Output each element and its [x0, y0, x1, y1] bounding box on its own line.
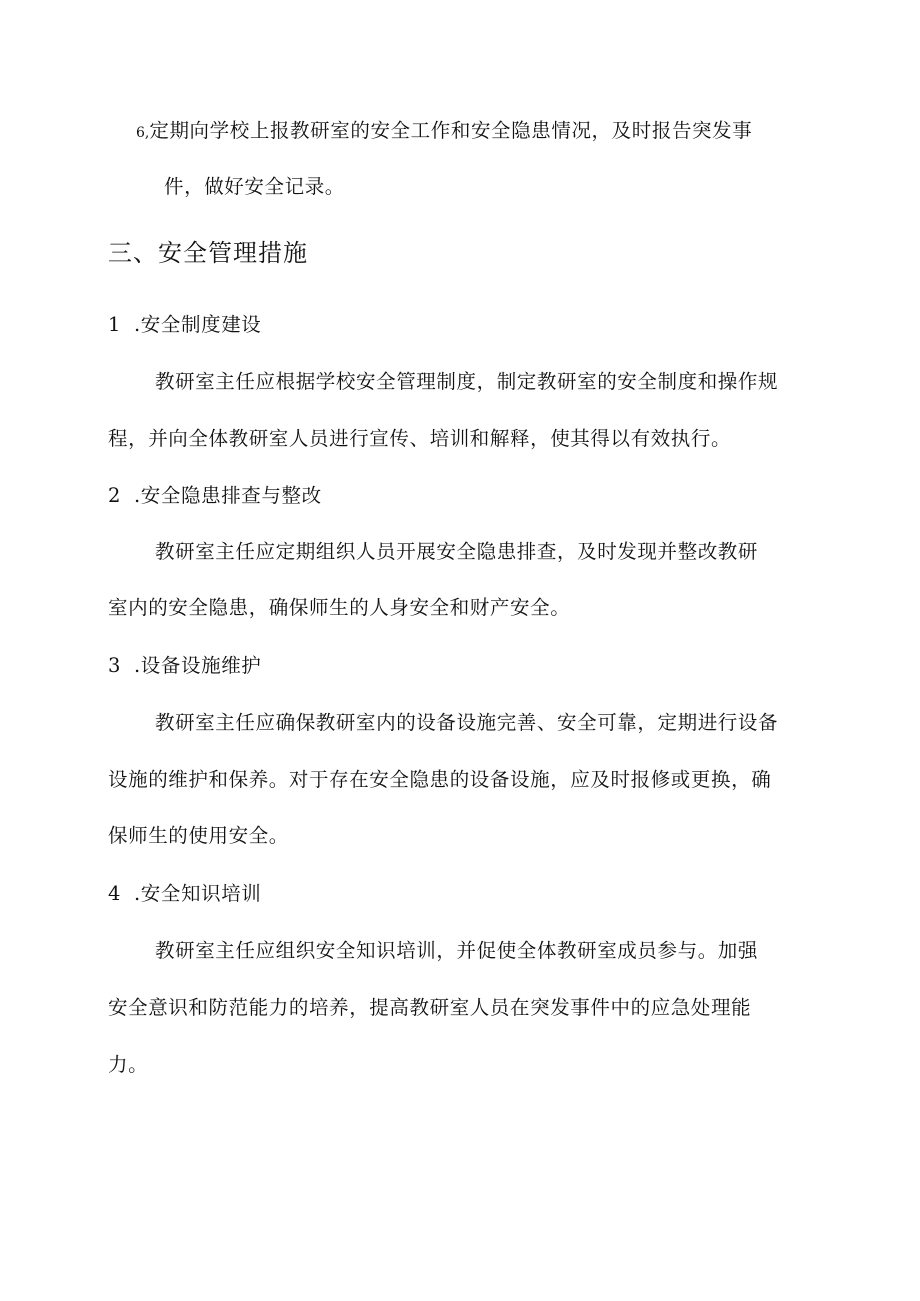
subsection-1-paragraph-line: 教研室主任应根据学校安全管理制度，制定教研室的安全制度和操作规 [155, 370, 779, 393]
subsection-1-heading [108, 311, 261, 339]
subsection-1-title: .安全制度建设 [134, 313, 262, 336]
item-6-text: 定期向学校上报教研室的安全工作和安全隐患情况，及时报告突发事 [149, 119, 753, 142]
subsection-4-paragraph-line: 安全意识和防范能力的培养，提高教研室人员在突发事件中的应急处理能 [108, 996, 752, 1019]
subsection-4-heading [108, 880, 261, 908]
subsection-3-heading [108, 652, 261, 680]
subsection-4-paragraph-line: 教研室主任应组织安全知识培训，并促使全体教研室成员参与。加强 [155, 939, 759, 962]
subsection-3-title: .设备设施维护 [134, 654, 262, 677]
subsection-4-paragraph-line: 力。 [108, 1053, 149, 1076]
subsection-4-title: .安全知识培训 [134, 882, 262, 905]
subsection-3-paragraph-line: 教研室主任应确保教研室内的设备设施完善、安全可靠，定期进行设备 [155, 711, 779, 734]
item-6-line-2: 件，做好安全记录。 [164, 175, 345, 198]
subsection-3-paragraph-line: 设施的维护和保养。对于存在安全隐患的设备设施，应及时报修或更换，确 [108, 768, 772, 791]
subsection-1-paragraph-line: 程，并向全体教研室人员进行宣传、培训和解释，使其得以有效执行。 [108, 427, 732, 450]
subsection-2-number: 2 [108, 484, 122, 507]
item-6-number: 6, [136, 125, 150, 141]
subsection-2-paragraph-line: 室内的安全隐患，确保师生的人身安全和财产安全。 [108, 596, 571, 619]
section-title: 三、安全管理措施 [108, 239, 308, 267]
subsection-4-number: 4 [108, 882, 122, 905]
subsection-3-number: 3 [108, 654, 122, 677]
subsection-2-title: .安全隐患排查与整改 [134, 484, 322, 507]
subsection-2-heading [108, 482, 322, 510]
subsection-1-number: 1 [108, 313, 122, 336]
subsection-2-paragraph-line: 教研室主任应定期组织人员开展安全隐患排查，及时发现并整改教研 [155, 540, 759, 563]
item-6-line-1 [136, 117, 752, 147]
subsection-3-paragraph-line: 保师生的使用安全。 [108, 824, 289, 847]
